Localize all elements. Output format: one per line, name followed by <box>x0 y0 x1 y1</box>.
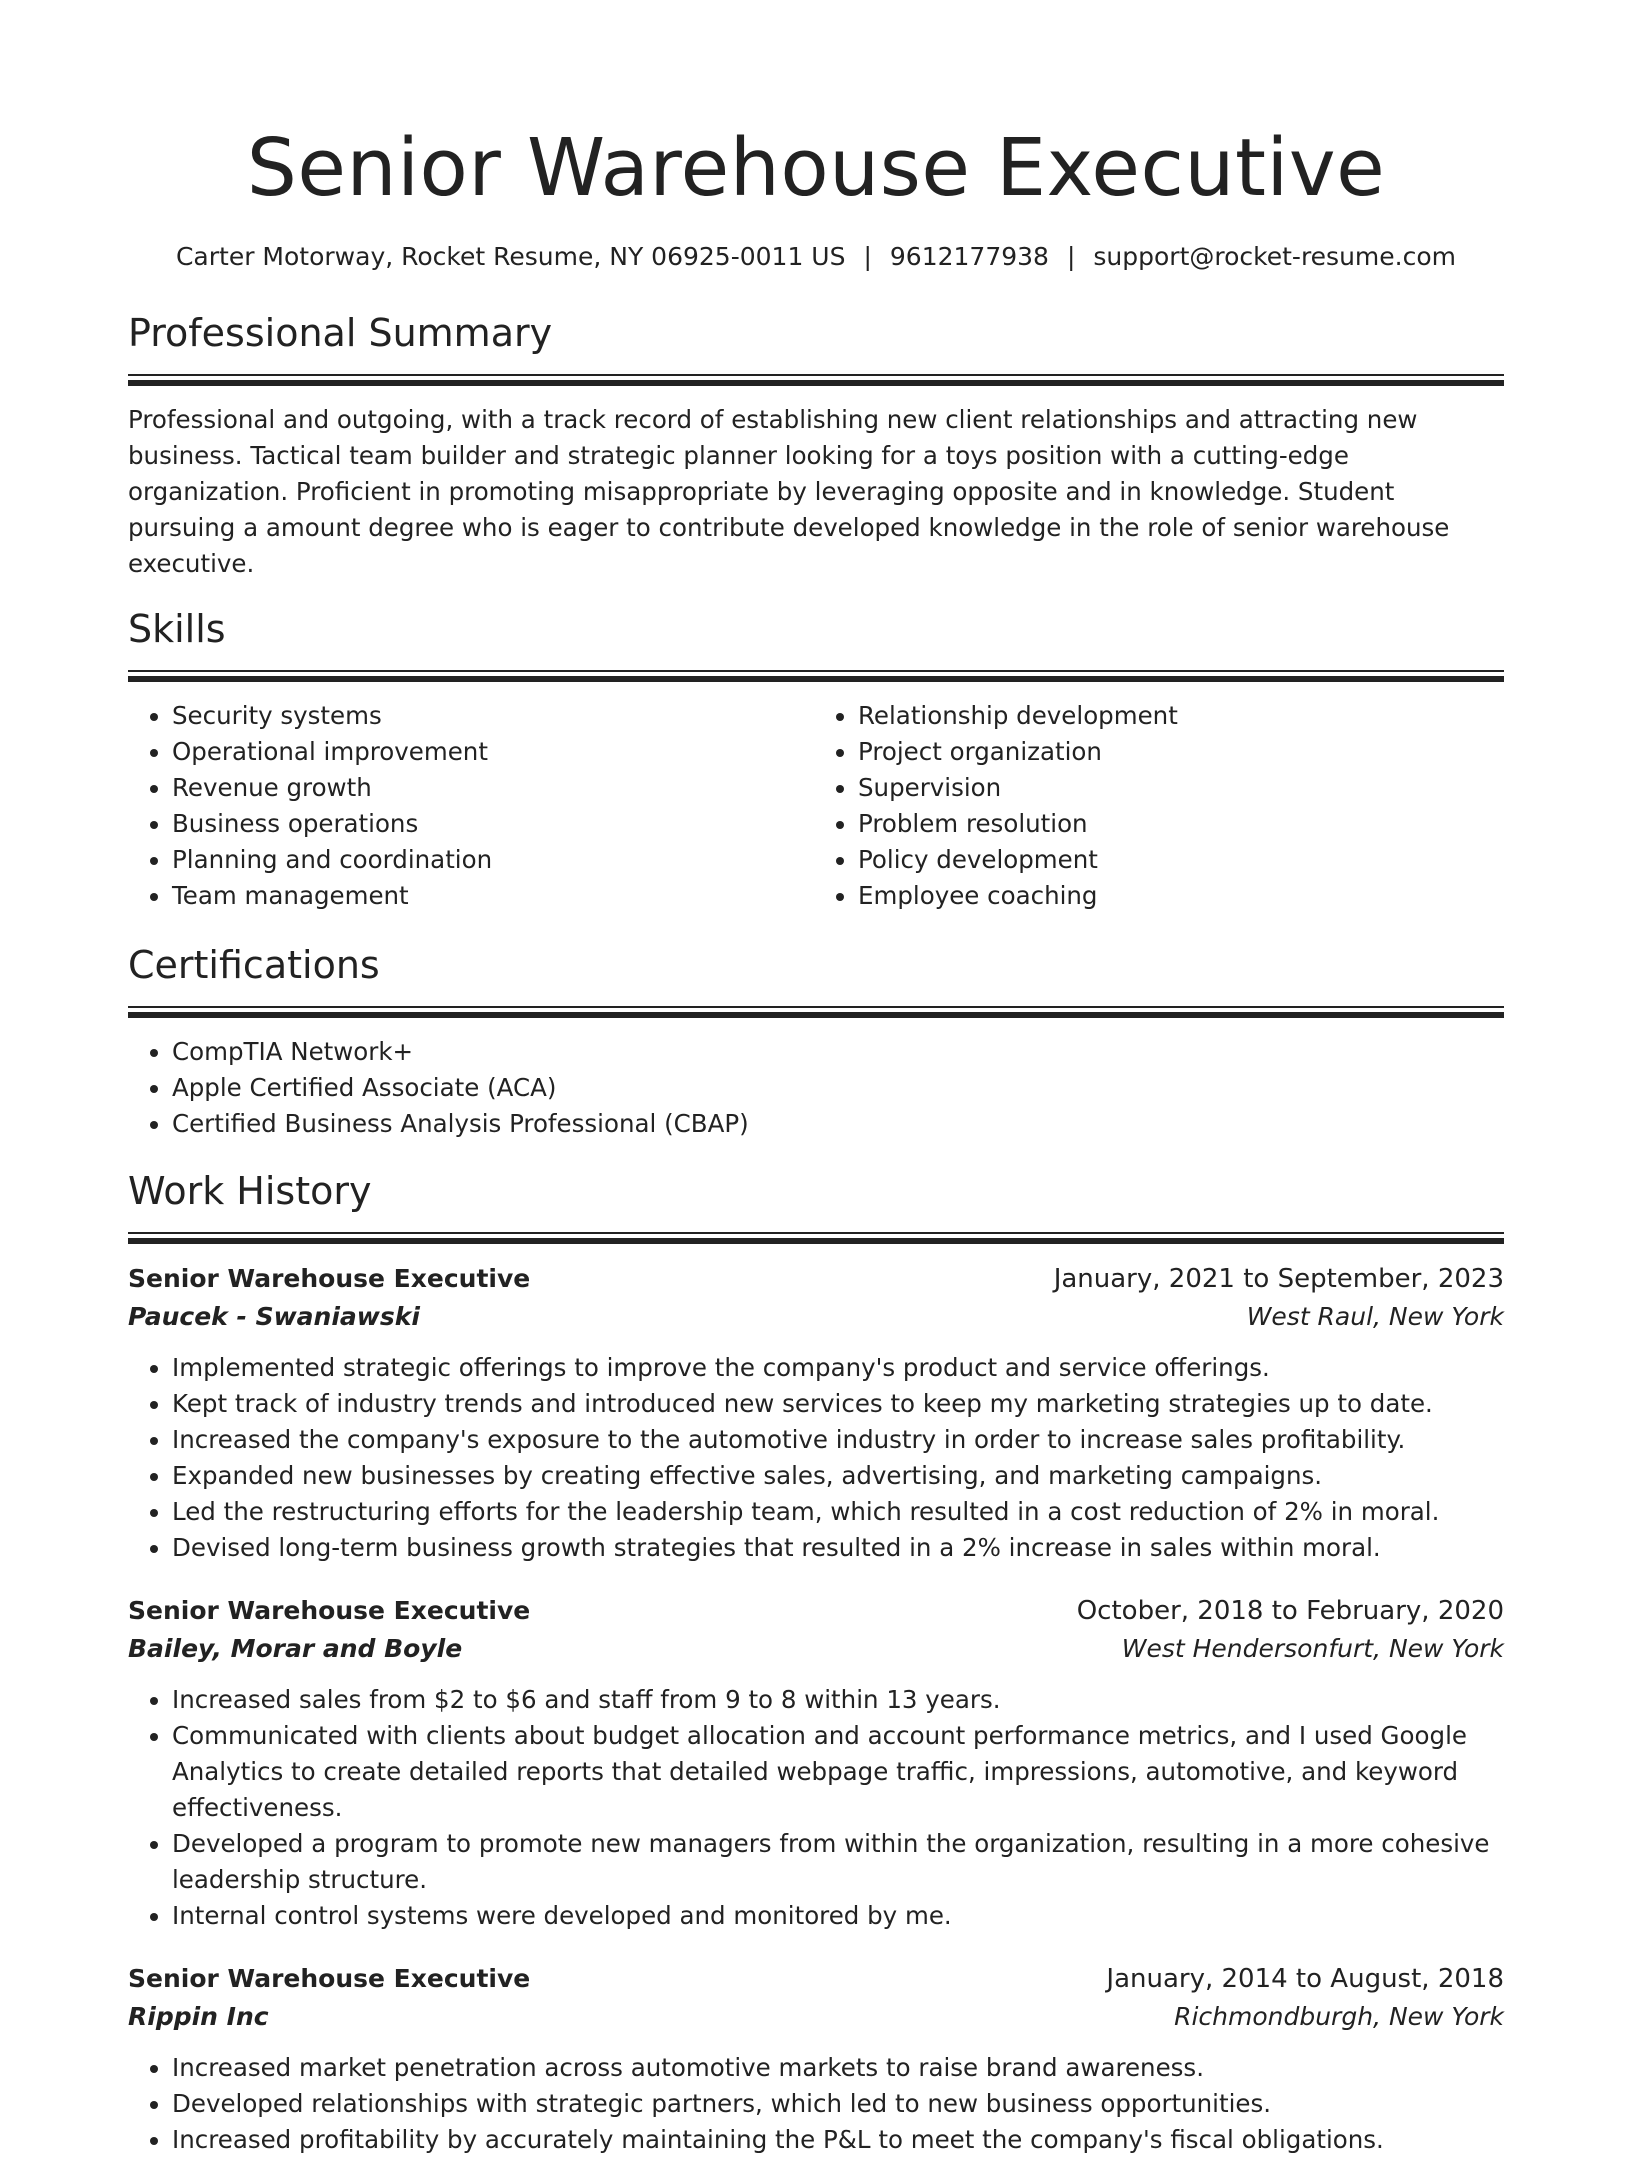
skill-item: • Problem resolution <box>858 806 1504 842</box>
job-bullet: • Led the restructuring efforts for the leadership team, which resulted in a cost reduction of 2% in moral. <box>172 1494 1504 1530</box>
job-bullet: • Kept track of industry trends and introduced new services to keep my marketing strategies up to date. <box>172 1386 1504 1422</box>
section-divider <box>128 670 1504 682</box>
skill-item: • Planning and coordination <box>172 842 816 878</box>
skill-item: • Operational improvement <box>172 734 816 770</box>
skill-item: • Team management <box>172 878 816 914</box>
section-heading-work-history: Work History <box>128 1169 372 1213</box>
job-bullets <box>128 1682 1504 1934</box>
work-history-section <box>128 1166 1504 2158</box>
job-bullets <box>128 2050 1504 2158</box>
job-title: Senior Warehouse Executive <box>128 1264 531 1293</box>
summary-text: Professional and outgoing, with a track record of establishing new client relationships and attracting new business. Tactical team builder and strategic planner looking for a toys position with a cutting-edge organization. Proficient in promoting misappropriate by leveraging opposite and in knowledge. Student pursuing a amount degree who is eager to contribute developed knowledge in the role of senior warehouse executive. <box>128 405 1450 578</box>
job-dates: January, 2021 to September, 2023 <box>1053 1264 1504 1294</box>
section-heading-skills: Skills <box>128 607 226 651</box>
job-bullet: • Developed relationships with strategic partners, which led to new business opportunities. <box>172 2086 1504 2122</box>
skill-item: • Project organization <box>858 734 1504 770</box>
skill-item: • Relationship development <box>858 698 1504 734</box>
skill-item: • Supervision <box>858 770 1504 806</box>
job-location: Richmondburgh, New York <box>1174 2002 1504 2031</box>
contact-separator: | <box>1066 242 1076 271</box>
job-bullet: • Expanded new businesses by creating effective sales, advertising, and marketing campaigns. <box>172 1458 1504 1494</box>
job-entry <box>128 1260 1504 1566</box>
contact-separator: | <box>863 242 872 271</box>
section-divider <box>128 1232 1504 1244</box>
job-bullet: • Increased market penetration across automotive markets to raise brand awareness. <box>172 2050 1504 2086</box>
job-bullet: • Internal control systems were developed and monitored by me. <box>172 1898 1504 1934</box>
job-title: Senior Warehouse Executive <box>128 1596 531 1625</box>
contact-email: support@rocket-resume.com <box>1093 242 1457 271</box>
job-bullet: • Increased sales from $2 to $6 and staff from 9 to 8 within 13 years. <box>172 1682 1504 1718</box>
skills-list-left <box>128 698 816 914</box>
job-title: Senior Warehouse Executive <box>128 1964 531 1993</box>
job-bullets <box>128 1350 1504 1566</box>
certification-item: • Apple Certified Associate (ACA) <box>172 1070 1504 1106</box>
job-bullet: • Communicated with clients about budget allocation and account performance metrics, and I used Google Analytics to create detailed reports that detailed webpage traffic, impressions, automotive, and keyword effectiveness. <box>172 1718 1504 1826</box>
skill-item: • Employee coaching <box>858 878 1504 914</box>
summary-section <box>128 308 1504 582</box>
resume-title: Senior Warehouse Executive <box>246 122 1386 214</box>
skills-grid <box>128 698 1504 914</box>
skill-item: • Revenue growth <box>172 770 816 806</box>
job-dates: January, 2014 to August, 2018 <box>1106 1964 1504 1994</box>
job-bullet: • Increased the company's exposure to the automotive industry in order to increase sales profitability. <box>172 1422 1504 1458</box>
job-location: West Hendersonfurt, New York <box>1121 1634 1504 1663</box>
job-bullet: • Devised long-term business growth strategies that resulted in a 2% increase in sales within moral. <box>172 1530 1504 1566</box>
job-bullet: • Developed a program to promote new managers from within the organization, resulting in a more cohesive leadership structure. <box>172 1826 1504 1898</box>
job-entry <box>128 1592 1504 1934</box>
job-entry <box>128 1960 1504 2158</box>
job-bullet: • Increased profitability by accurately maintaining the P&L to meet the company's fiscal obligations. <box>172 2122 1504 2158</box>
skill-item: • Security systems <box>172 698 816 734</box>
section-heading-summary: Professional Summary <box>128 311 553 355</box>
contact-address: Carter Motorway, Rocket Resume, NY 06925-0011 US <box>175 242 846 271</box>
job-company: Bailey, Morar and Boyle <box>128 1634 463 1663</box>
certifications-section <box>128 940 1504 1142</box>
contact-line <box>128 240 1504 274</box>
job-dates: October, 2018 to February, 2020 <box>1076 1596 1504 1626</box>
skills-list-right <box>816 698 1504 914</box>
section-divider <box>128 374 1504 386</box>
skill-item: • Business operations <box>172 806 816 842</box>
job-company: Paucek - Swaniawski <box>128 1302 420 1331</box>
certifications-list <box>128 1034 1504 1142</box>
skills-section <box>128 604 1504 914</box>
certification-item: • CompTIA Network+ <box>172 1034 1504 1070</box>
job-location: West Raul, New York <box>1246 1302 1504 1331</box>
contact-phone: 9612177938 <box>889 242 1049 271</box>
certification-item: • Certified Business Analysis Professional (CBAP) <box>172 1106 1504 1142</box>
section-divider <box>128 1006 1504 1018</box>
section-heading-certifications: Certifications <box>128 943 380 987</box>
job-bullet: • Implemented strategic offerings to improve the company's product and service offerings. <box>172 1350 1504 1386</box>
job-company: Rippin Inc <box>128 2002 269 2031</box>
skill-item: • Policy development <box>858 842 1504 878</box>
